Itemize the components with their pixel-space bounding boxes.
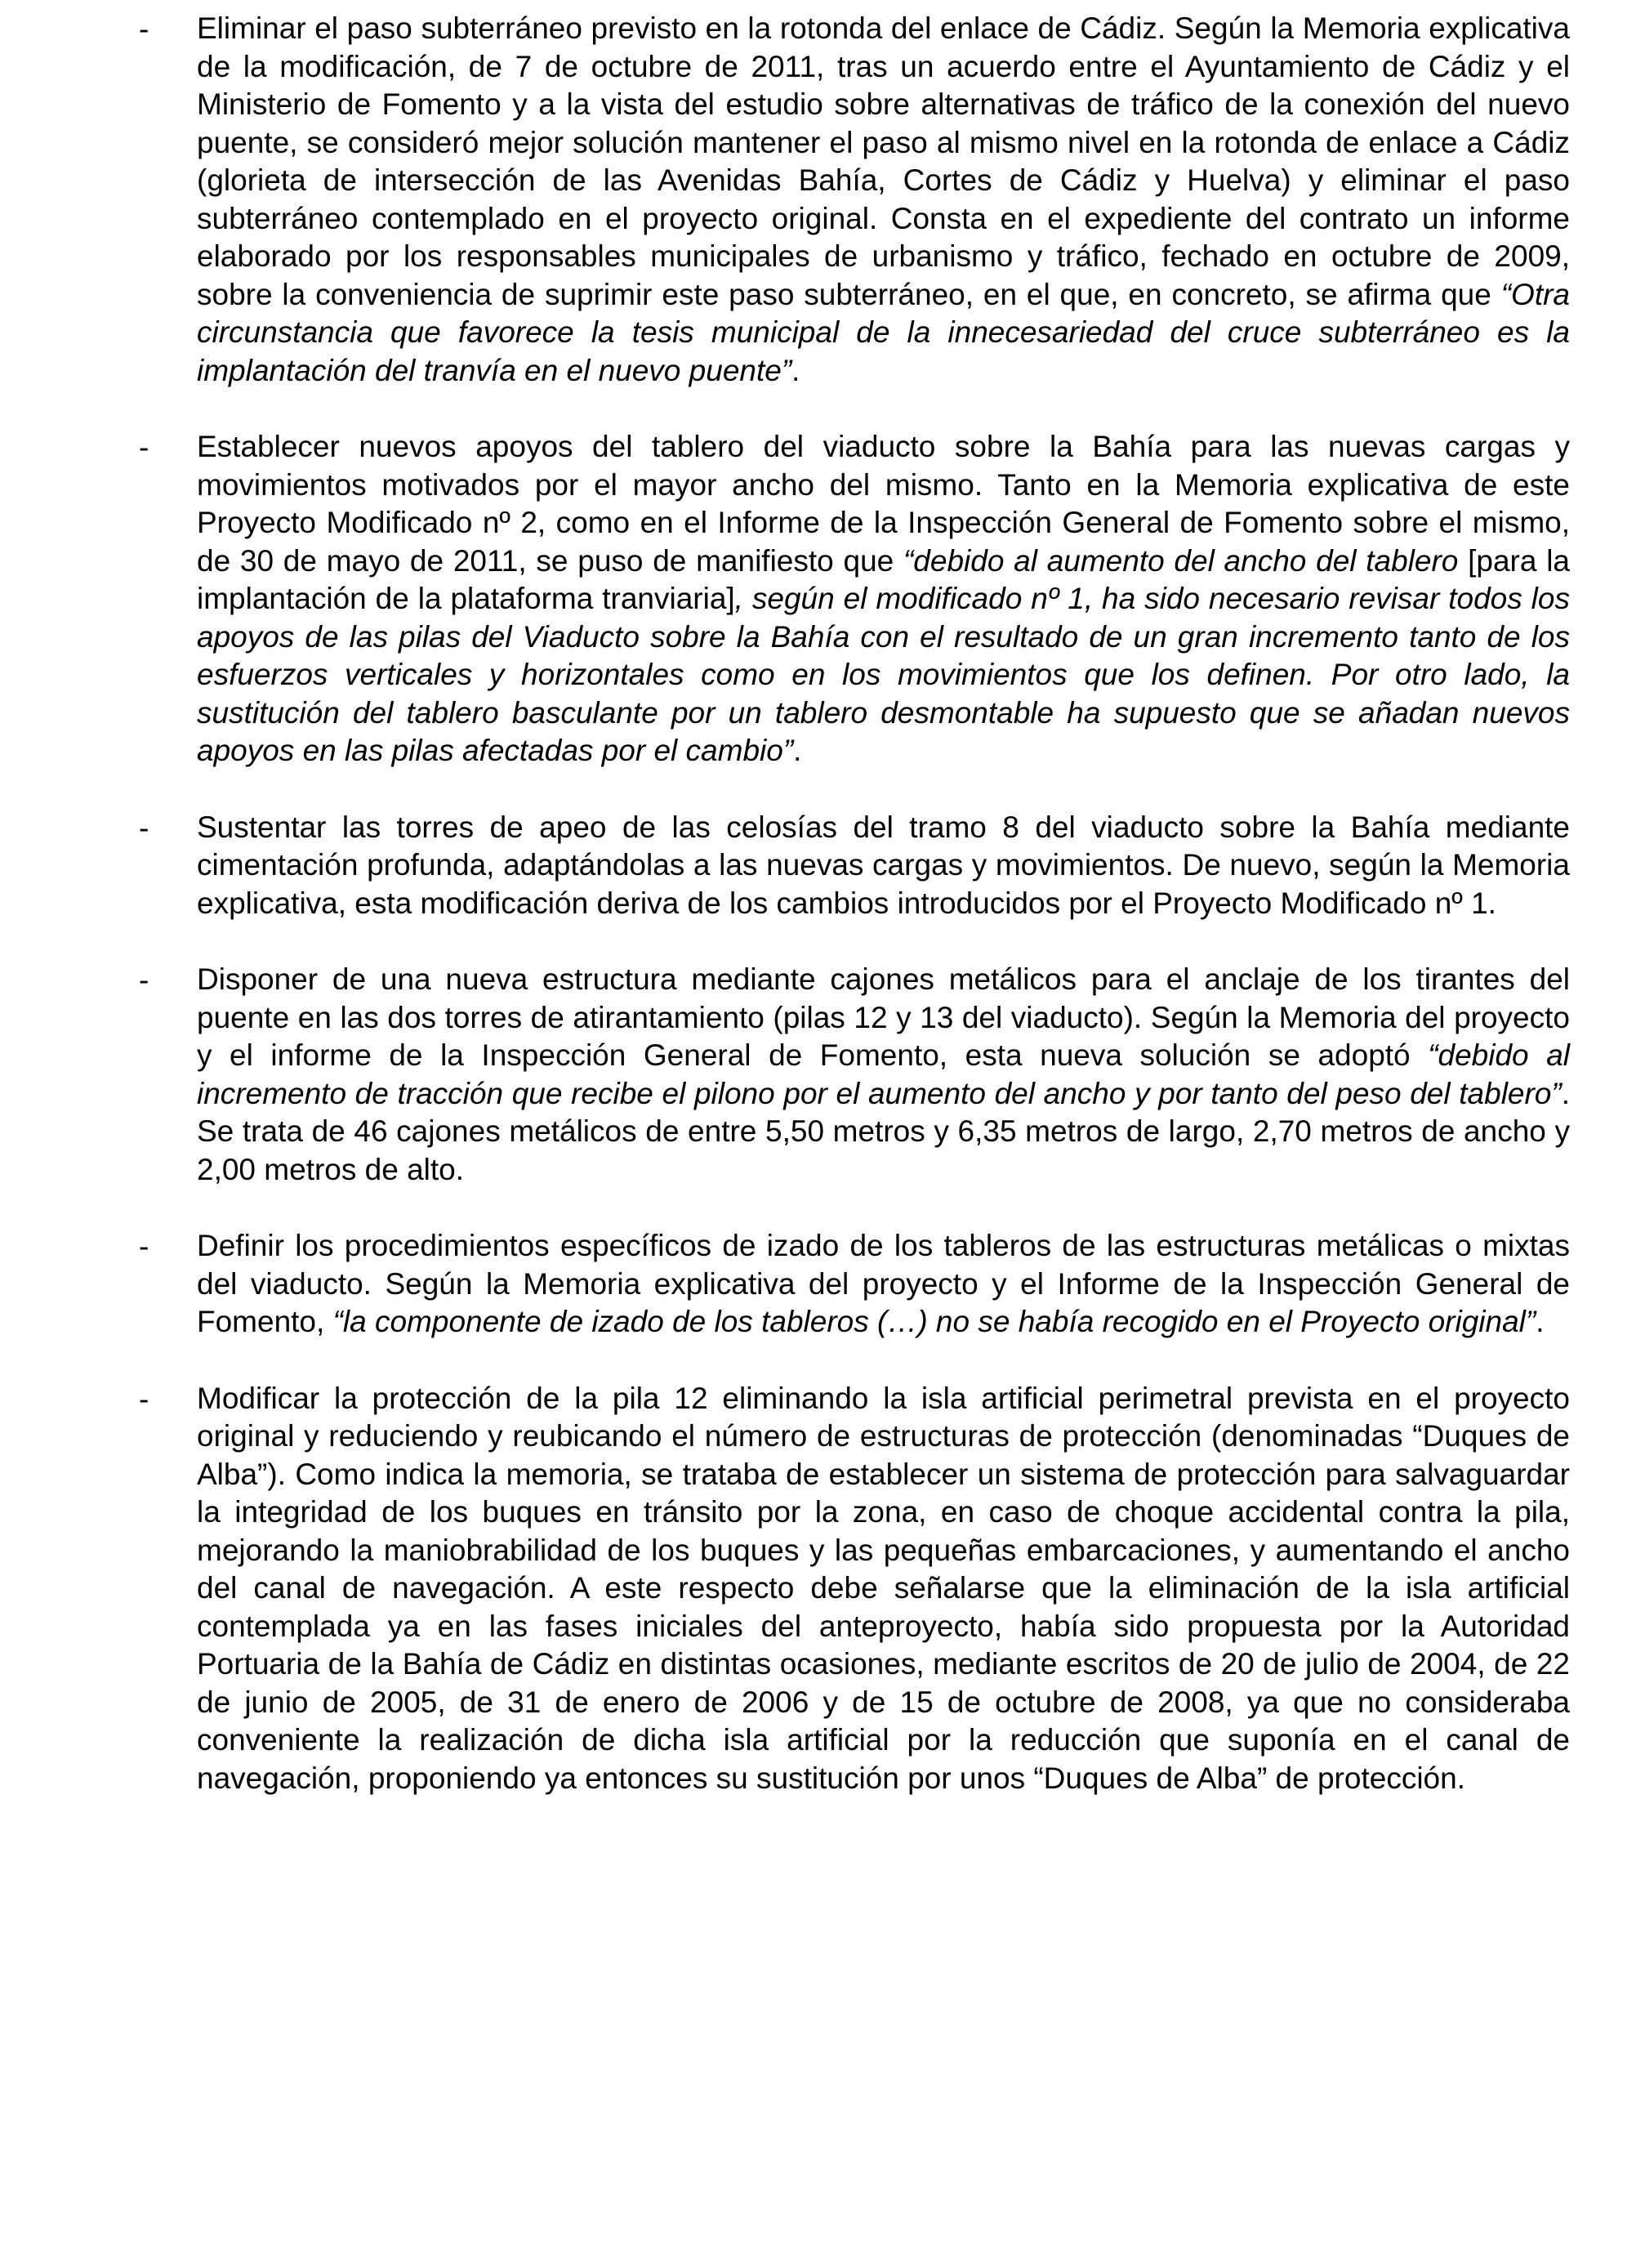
italic-quote: “debido al aumento del ancho del tablero [903,543,1469,578]
text-run: . [1536,1305,1545,1338]
text-run: Eliminar el paso subterráneo previsto en la rotonda del enlace de Cádiz. Según la Memoria explicativa de la modificación, de 7 de octubre de 2011, tras un acuerdo entre el Ayuntamiento de Cádiz y el Ministerio de Fomento y a la vista del estudio sobre alternativas de tráfico de la conexión del nuevo puente, se consideró mejor solución mantener el paso al mismo nivel en la rotonda de enlace a Cádiz (glorieta de intersección de las Avenidas Bahía, Cortes de Cádiz y Huelva) y eliminar el paso subterráneo contemplado en el proyecto original. Consta en el expediente del contrato un informe elaborado por los responsables municipales de urbanismo y tráfico, fechado en octubre de 2009, sobre la conveniencia de suprimir este paso subterráneo, en el que, en concreto, se afirma que [197,11,1570,311]
text-run: Definir los procedimientos específicos de izado de los tableros de las estructuras metálicas o mixtas del viaducto. Según la Memoria explicativa del proyecto y el Informe de la Inspección General de Fomento, [197,1229,1570,1338]
text-run: Establecer nuevos apoyos del tablero del viaducto sobre la Bahía para las nuevas cargas y movimientos motivados por el mayor ancho del mismo. Tanto en la Memoria explicativa de este Proyecto Modificado nº 2, como en el Informe de la Inspección General de Fomento sobre el mismo, de 30 de mayo de 2011, se puso de manifiesto que [197,430,1570,578]
italic-quote: “debido al incremento de tracción que recibe el pilono por el aumento del ancho y por tanto del peso del tablero” [197,1038,1570,1110]
item-paragraph [197,961,1570,1189]
item-paragraph [197,1380,1570,1798]
italic-quote: , según el modificado nº 1, ha sido necesario revisar todos los apoyos de las pilas del Viaducto sobre la Bahía con el resultado de un gran incremento tanto de los esfuerzos verticales y horizontales como en los movimientos que los definen. Por otro lado, la sustitución del tablero basculante por un tablero desmontable ha supuesto que se añadan nuevos apoyos en las pilas afectadas por el cambio” [197,582,1570,767]
bullet-dash: - [139,963,149,997]
italic-quote: “la componente de izado de los tableros (…) no se había recogido en el Proyecto original” [332,1305,1536,1338]
text-run: . [793,734,802,767]
italic-quote: “Otra circunstancia que favorece la tesis municipal de la innecesariedad del cruce subterráneo es la implantación del tranvía en el nuevo puente” [197,277,1570,387]
text-run: Sustentar las torres de apeo de las celosías del tramo 8 del viaducto sobre la Bahía mediante cimentación profunda, adaptándolas a las nuevas cargas y movimientos. De nuevo, según la Memoria explicativa, esta modificación deriva de los cambios introducidos por el Proyecto Modificado nº 1. [197,810,1570,920]
bullet-dash: - [139,810,149,845]
item-paragraph [197,1227,1570,1342]
list-item [0,10,1645,390]
list-item [0,1227,1645,1342]
list-item [0,428,1645,770]
item-paragraph [197,10,1570,390]
text-run: . Se trata de 46 cajones metálicos de entre 5,50 metros y 6,35 metros de largo, 2,70 metros de ancho y 2,00 metros de alto. [197,1076,1570,1186]
bullet-dash: - [139,431,149,464]
bullet-dash: - [139,1382,149,1416]
list-item [0,1380,1645,1798]
item-paragraph [197,809,1570,923]
bullet-dash: - [139,1230,149,1263]
text-run: Disponer de una nueva estructura mediante cajones metálicos para el anclaje de los tirantes del puente en las dos torres de atirantamiento (pilas 12 y 13 del viaducto). Según la Memoria del proyecto y el informe de la Inspección General de Fomento, esta nueva solución se adoptó [197,962,1570,1072]
bullet-dash: - [139,12,149,46]
list-item [0,961,1645,1189]
text-run: Modificar la protección de la pila 12 eliminando la isla artificial perimetral prevista en el proyecto original y reduciendo y reubicando el número de estructuras de protección (denominadas “Duques de Alba”). Como indica la memoria, se trataba de establecer un sistema de protección para salvaguardar la integridad de los buques en tránsito por la zona, en caso de choque accidental contra la pila, mejorando la maniobrabilidad de los buques y las pequeñas embarcaciones, y aumentando el ancho del canal de navegación. A este respecto debe señalarse que la eliminación de la isla artificial contemplada ya en las fases iniciales del anteproyecto, había sido propuesta por la Autoridad Portuaria de la Bahía de Cádiz en distintas ocasiones, mediante escritos de 20 de julio de 2004, de 22 de junio de 2005, de 31 de enero de 2006 y de 15 de octubre de 2008, ya que no consideraba conveniente la realización de dicha isla artificial por la reducción que suponía en el canal de navegación, proponiendo ya entonces su sustitución por unos “Duques de Alba” de protección. [197,1381,1570,1795]
text-run: [para la implantación de la plataforma tranviaria] [197,543,1571,615]
list-item [0,809,1645,923]
bullet-list [0,10,1645,1836]
text-run: . [791,353,800,387]
item-paragraph [197,428,1570,770]
